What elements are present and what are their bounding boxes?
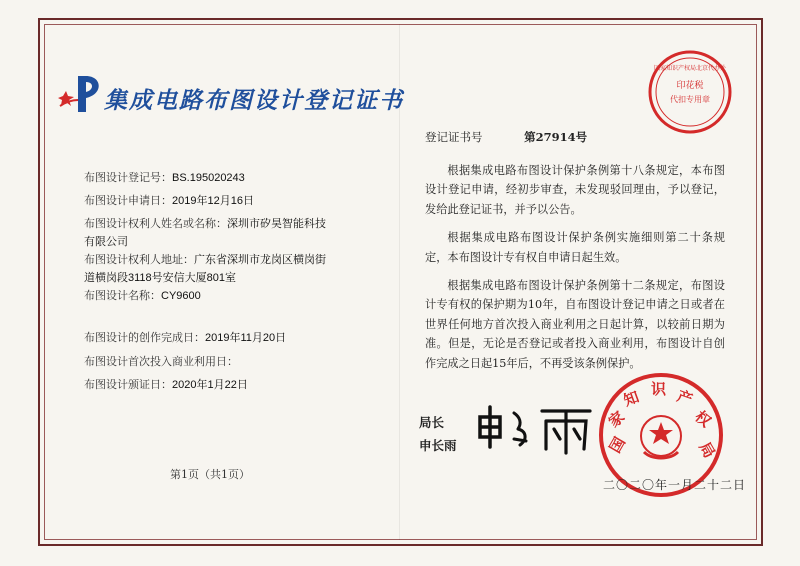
field-label: 布图设计权利人姓名或名称： [84, 217, 227, 230]
cnipa-logo-icon [56, 72, 106, 116]
registration-label: 登记证书号 [425, 130, 483, 144]
field-registration-no [84, 169, 245, 187]
field-value: 广东省深圳市龙岗区横岗街道横岗段3118号安信大厦801室 [84, 254, 326, 284]
tax-stamp [646, 48, 734, 136]
certificate-title: 集成电路布图设计登记证书 [104, 88, 404, 114]
body-paragraph-2: 根据集成电路布图设计保护条例实施细则第二十条规定，本布图设计专有权自申请日起生效。 [425, 231, 725, 264]
registration-number: 第27914号 [524, 130, 588, 144]
field-owner-address [84, 251, 334, 287]
tax-stamp-line-0: 国家知识产权局北京代办处 [653, 65, 727, 72]
field-label: 布图设计登记号： [84, 171, 172, 184]
body-paragraph-3: 根据集成电路布图设计保护条例第十二条规定，布图设计专有权的保护期为10年，自布图设计登记申请之日或者在世界任何地方首次投入商业利用之日起计算，以较前日期为准。但是，无论是否登记或者投入商业利用，布图设计自创作完成之日起15年后，不再受该条例保护。 [425, 279, 725, 370]
page-number: 第1页（共1页） [170, 468, 250, 481]
svg-text:家: 家 [605, 407, 629, 432]
issue-date-cn: 二〇二〇年一月二十二日 [603, 478, 747, 492]
field-value: BS.195020243 [172, 172, 245, 184]
field-design-name [84, 287, 201, 305]
field-owner-name [84, 215, 334, 251]
body-paragraph-1: 根据集成电路布图设计保护条例第十八条规定，本布图设计登记申请，经初步审查，未发现驳回理由，予以登记，发给此登记证书，并予以公告。 [425, 164, 725, 216]
tax-stamp-line-2: 代扣专用章 [670, 95, 710, 104]
field-label: 布图设计颁证日： [84, 378, 172, 391]
field-value: 2019年12月16日 [172, 195, 254, 207]
tax-stamp-line-1: 印花税 [676, 81, 704, 91]
field-application-date [84, 192, 254, 210]
field-label: 布图设计首次投入商业利用日： [84, 355, 238, 368]
director-signature [470, 395, 600, 459]
field-value: 深圳市矽昊智能科技有限公司 [84, 218, 326, 248]
field-label: 布图设计的创作完成日： [84, 331, 205, 344]
svg-text:权: 权 [691, 407, 715, 431]
field-issue-date [84, 376, 248, 394]
svg-text:国: 国 [605, 433, 629, 456]
director-label: 局长 [419, 415, 445, 430]
svg-text:产: 产 [674, 386, 695, 409]
svg-text:识: 识 [651, 380, 667, 398]
registration-row [425, 129, 587, 145]
field-label: 布图设计申请日： [84, 194, 172, 207]
svg-text:局: 局 [695, 439, 719, 462]
field-commercial-use-date [84, 353, 238, 371]
field-value: CY9600 [161, 290, 201, 302]
svg-text:知: 知 [621, 387, 642, 410]
field-label: 布图设计权利人地址： [84, 253, 194, 266]
field-value: 2019年11月20日 [205, 332, 287, 344]
certificate-body [425, 161, 725, 382]
director-name: 申长雨 [419, 438, 457, 453]
field-completion-date [84, 329, 286, 347]
field-value: 2020年1月22日 [172, 379, 248, 391]
field-label: 布图设计名称： [84, 289, 161, 302]
